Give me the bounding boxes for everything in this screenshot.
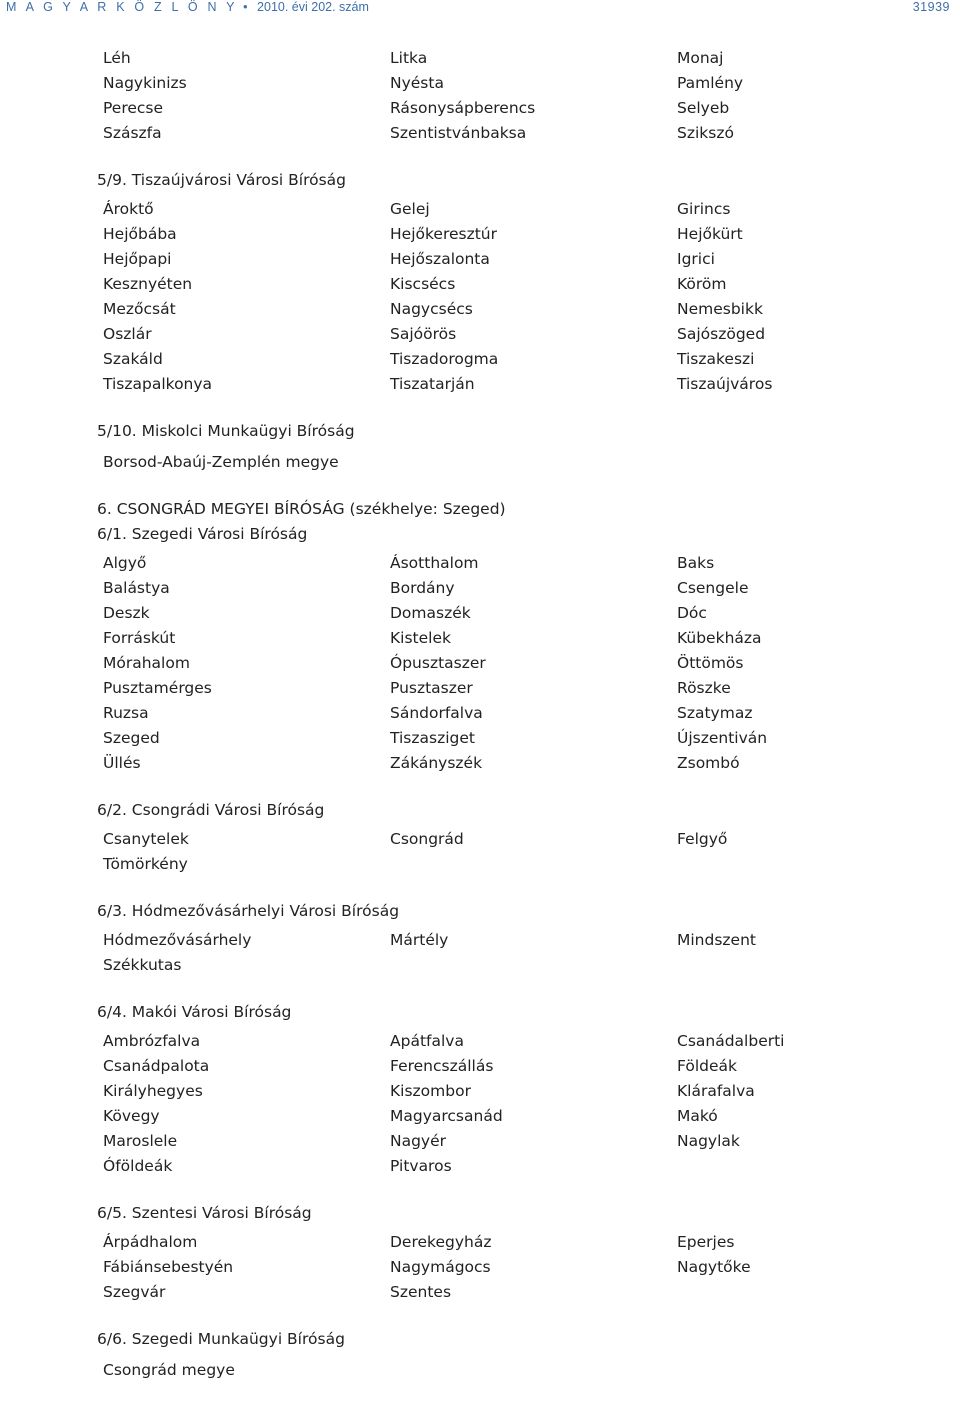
settlement-name: Hejőszalonta <box>390 250 490 268</box>
settlement-list <box>0 551 960 776</box>
settlement-name: Ruzsa <box>103 704 149 722</box>
settlement-name: Tiszakeszi <box>677 350 755 368</box>
settlement-name: Hejőpapi <box>103 250 172 268</box>
settlement-name: Hejőbába <box>103 225 177 243</box>
settlement-row <box>103 827 960 852</box>
settlement-list <box>0 928 960 978</box>
settlement-name <box>677 852 960 877</box>
settlement-name: Tiszapalkonya <box>103 375 213 393</box>
settlement-row <box>103 1230 960 1255</box>
settlement-name: Nagytőke <box>677 1258 751 1276</box>
settlement-name: Tiszatarján <box>390 375 475 393</box>
settlement-name: Földeák <box>677 1057 738 1075</box>
court-section <box>0 899 960 978</box>
settlement-name: Derekegyház <box>390 1233 492 1251</box>
section-subheading: 6/1. Szegedi Városi Bíróság <box>97 525 308 543</box>
section-heading: 6. CSONGRÁD MEGYEI BÍRÓSÁG (székhelye: Szeged) <box>97 500 506 518</box>
settlement-name: Makó <box>677 1107 718 1125</box>
settlement-row <box>103 297 960 322</box>
section-heading: 6/5. Szentesi Városi Bíróság <box>97 1204 312 1222</box>
settlement-name: Balástya <box>103 579 170 597</box>
settlement-name: Ópusztaszer <box>390 654 486 672</box>
settlement-name: Óföldeák <box>103 1157 173 1175</box>
settlement-name: Klárafalva <box>677 1082 755 1100</box>
settlement-list <box>0 1029 960 1179</box>
settlement-name: Kübekháza <box>677 629 762 647</box>
settlement-row <box>103 601 960 626</box>
section-heading: 5/9. Tiszaújvárosi Városi Bíróság <box>97 171 347 189</box>
settlement-row <box>103 1129 960 1154</box>
publication-name: M A G Y A R K Ö Z L Ö N Y <box>6 0 238 14</box>
court-section <box>0 168 960 397</box>
settlement-name: Mezőcsát <box>103 300 176 318</box>
section-heading: 6/6. Szegedi Munkaügyi Bíróság <box>97 1330 345 1348</box>
settlement-row <box>103 1054 960 1079</box>
settlement-name: Szászfa <box>103 124 162 142</box>
settlement-name: Csanádalberti <box>677 1032 785 1050</box>
settlement-list <box>0 46 960 146</box>
settlement-row <box>103 222 960 247</box>
settlement-row <box>103 701 960 726</box>
settlement-row <box>103 626 960 651</box>
settlement-name: Rásonysápberencs <box>390 99 536 117</box>
settlement-name: Zákányszék <box>390 754 483 772</box>
court-section <box>0 1327 960 1383</box>
section-heading: 6/3. Hódmezővásárhelyi Városi Bíróság <box>97 902 400 920</box>
settlement-name: Szatymaz <box>677 704 753 722</box>
settlement-name: Köröm <box>677 275 727 293</box>
settlement-row <box>103 1079 960 1104</box>
settlement-name: Hejőkürt <box>677 225 743 243</box>
settlement-name <box>677 1154 960 1179</box>
section-heading: 6/2. Csongrádi Városi Bíróság <box>97 801 325 819</box>
settlement-name: Igrici <box>677 250 715 268</box>
settlement-list <box>0 1230 960 1305</box>
jurisdiction-note: Borsod-Abaúj-Zemplén megye <box>103 453 339 471</box>
jurisdiction-note: Csongrád megye <box>103 1361 235 1379</box>
settlement-name: Szikszó <box>677 124 734 142</box>
settlement-name: Zsombó <box>677 754 740 772</box>
settlement-name: Mindszent <box>677 931 756 949</box>
settlement-name: Selyeb <box>677 99 730 117</box>
settlement-name: Pusztaszer <box>390 679 473 697</box>
settlement-name <box>677 1280 960 1305</box>
page-number: 31939 <box>912 0 950 14</box>
settlement-row <box>103 71 960 96</box>
settlement-row <box>103 347 960 372</box>
settlement-name: Csanytelek <box>103 830 189 848</box>
settlement-row <box>103 96 960 121</box>
settlement-name: Litka <box>390 49 428 67</box>
settlement-name: Felgyő <box>677 830 728 848</box>
settlement-name: Szegvár <box>103 1283 166 1301</box>
settlement-name: Kiscsécs <box>390 275 456 293</box>
settlement-row <box>103 372 960 397</box>
settlement-name: Algyő <box>103 554 147 572</box>
settlement-name: Magyarcsanád <box>390 1107 503 1125</box>
settlement-row <box>103 1154 960 1179</box>
court-section <box>0 419 960 475</box>
running-title <box>6 0 369 14</box>
settlement-name: Monaj <box>677 49 724 67</box>
settlement-name: Csengele <box>677 579 749 597</box>
court-section <box>0 1000 960 1179</box>
settlement-name: Sándorfalva <box>390 704 483 722</box>
settlement-name <box>390 852 677 877</box>
settlement-name: Deszk <box>103 604 150 622</box>
settlement-row <box>103 676 960 701</box>
settlement-name: Forráskút <box>103 629 176 647</box>
settlement-name: Tiszaújváros <box>677 375 773 393</box>
settlement-row <box>103 1104 960 1129</box>
settlement-name: Mártély <box>390 931 449 949</box>
settlement-name: Girincs <box>677 200 731 218</box>
settlement-name: Dóc <box>677 604 707 622</box>
settlement-name: Baks <box>677 554 715 572</box>
settlement-name: Oszlár <box>103 325 152 343</box>
settlement-name: Nagycsécs <box>390 300 473 318</box>
settlement-name: Kövegy <box>103 1107 160 1125</box>
settlement-name: Fábiánsebestyén <box>103 1258 234 1276</box>
settlement-name: Királyhegyes <box>103 1082 203 1100</box>
section-heading: 6/4. Makói Városi Bíróság <box>97 1003 292 1021</box>
settlement-row <box>103 1255 960 1280</box>
settlement-name: Maroslele <box>103 1132 178 1150</box>
settlement-row <box>103 121 960 146</box>
settlement-name: Pamlény <box>677 74 744 92</box>
settlement-row <box>103 1280 960 1305</box>
settlement-name: Ásotthalom <box>390 554 479 572</box>
court-section <box>0 1201 960 1305</box>
settlement-row <box>103 551 960 576</box>
settlement-row <box>103 272 960 297</box>
document-body <box>0 46 960 1405</box>
settlement-name: Szeged <box>103 729 160 747</box>
issue-label: 2010. évi 202. szám <box>257 0 369 14</box>
settlement-row <box>103 46 960 71</box>
settlement-row <box>103 197 960 222</box>
settlement-row <box>103 576 960 601</box>
settlement-name: Nagyér <box>390 1132 447 1150</box>
settlement-name: Eperjes <box>677 1233 735 1251</box>
settlement-row <box>103 751 960 776</box>
settlement-row <box>103 651 960 676</box>
settlement-name: Apátfalva <box>390 1032 464 1050</box>
settlement-name: Hejőkeresztúr <box>390 225 497 243</box>
settlement-name: Csongrád <box>390 830 464 848</box>
settlement-name: Ferencszállás <box>390 1057 494 1075</box>
settlement-name: Domaszék <box>390 604 471 622</box>
settlement-name: Röszke <box>677 679 731 697</box>
court-section <box>0 497 960 776</box>
settlement-name: Sajószöged <box>677 325 766 343</box>
settlement-name: Üllés <box>103 754 141 772</box>
settlement-row <box>103 1029 960 1054</box>
bullet-separator: • <box>243 0 248 14</box>
settlement-name: Szentes <box>390 1283 452 1301</box>
settlement-name: Újszentiván <box>677 729 768 747</box>
settlement-name: Székkutas <box>103 956 182 974</box>
settlement-name: Nagymágocs <box>390 1258 491 1276</box>
settlement-row <box>103 247 960 272</box>
settlement-name: Gelej <box>390 200 430 218</box>
settlement-name: Ambrózfalva <box>103 1032 201 1050</box>
settlement-name: Csanádpalota <box>103 1057 210 1075</box>
settlement-name: Szentistvánbaksa <box>390 124 527 142</box>
settlement-name: Tiszasziget <box>390 729 475 747</box>
settlement-row <box>103 322 960 347</box>
section-heading: 5/10. Miskolci Munkaügyi Bíróság <box>97 422 355 440</box>
settlement-row <box>103 852 960 877</box>
settlement-name: Sajóörös <box>390 325 457 343</box>
settlement-list <box>0 827 960 877</box>
settlement-name: Kiszombor <box>390 1082 471 1100</box>
settlement-name: Kesznyéten <box>103 275 193 293</box>
settlement-row <box>103 953 960 978</box>
settlement-name: Pitvaros <box>390 1157 452 1175</box>
settlement-row <box>103 726 960 751</box>
settlement-name: Hódmezővásárhely <box>103 931 252 949</box>
settlement-name: Léh <box>103 49 131 67</box>
settlement-name: Nyésta <box>390 74 444 92</box>
settlement-name: Nagylak <box>677 1132 740 1150</box>
settlement-name: Nemesbikk <box>677 300 763 318</box>
settlement-name: Pusztamérges <box>103 679 212 697</box>
settlement-name: Ároktő <box>103 200 154 218</box>
settlement-name: Mórahalom <box>103 654 190 672</box>
settlement-name: Bordány <box>390 579 455 597</box>
settlement-name: Perecse <box>103 99 164 117</box>
settlement-name: Kistelek <box>390 629 451 647</box>
settlement-name <box>677 953 960 978</box>
settlement-name: Szakáld <box>103 350 163 368</box>
court-section <box>0 798 960 877</box>
settlement-row <box>103 928 960 953</box>
settlement-name: Árpádhalom <box>103 1233 198 1251</box>
settlement-name: Tömörkény <box>103 855 188 873</box>
settlement-name: Nagykinizs <box>103 74 187 92</box>
settlement-name <box>390 953 677 978</box>
settlement-name: Tiszadorogma <box>390 350 499 368</box>
settlement-name: Öttömös <box>677 654 744 672</box>
settlement-list <box>0 197 960 397</box>
court-section <box>0 46 960 146</box>
page-header <box>6 0 950 14</box>
